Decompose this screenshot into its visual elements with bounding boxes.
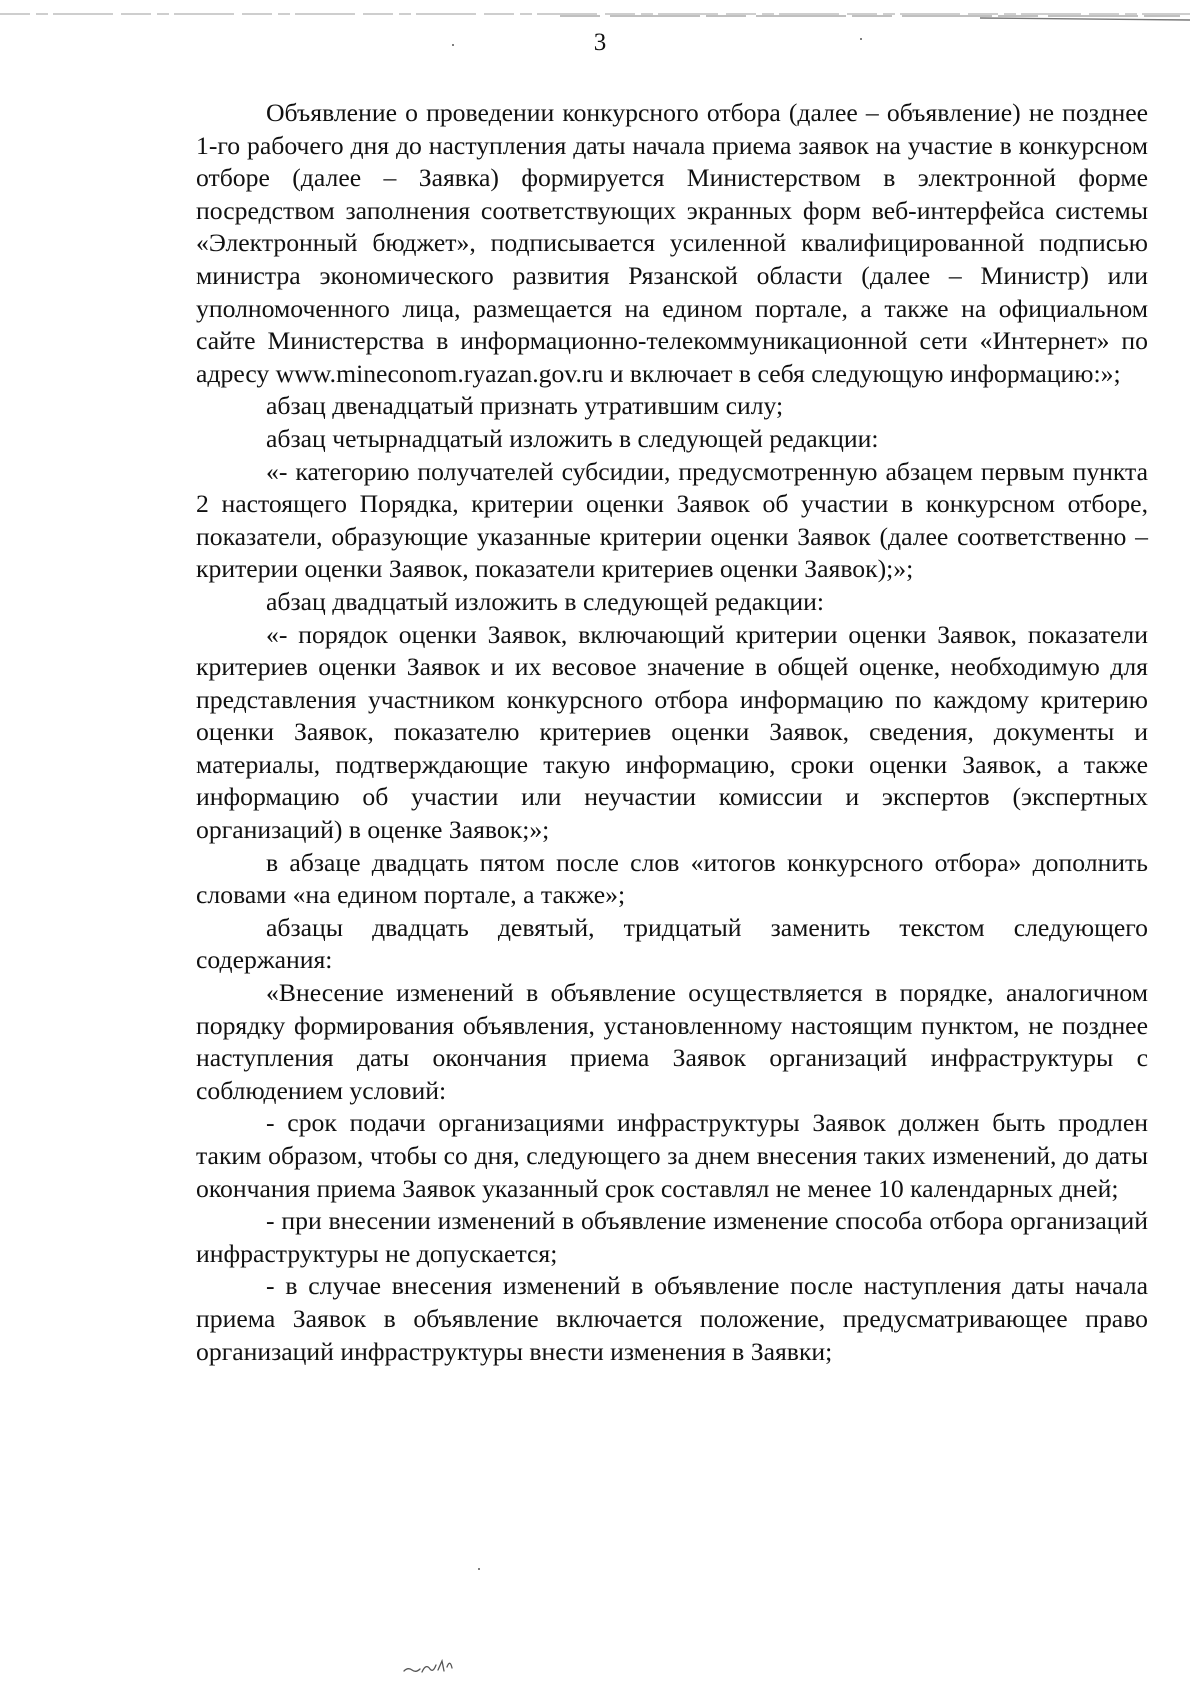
handwritten-mark-icon <box>400 1655 470 1679</box>
scan-top-edge <box>0 8 1200 24</box>
document-body <box>196 97 1148 1368</box>
scan-speck <box>860 38 862 40</box>
paragraph: «Внесение изменений в объявление осуществляется в порядке, аналогичном порядку формирования объявления, установленному настоящим пунктом, не позднее наступления даты окончания приема Заявок организаций инфраструктуры с соблюдением условий: <box>196 978 1148 1105</box>
paragraph: абзац четырнадцатый изложить в следующей редакции: <box>266 423 879 453</box>
page-number: 3 <box>593 29 607 56</box>
paragraph: - в случае внесения изменений в объявление после наступления даты начала приема Заявок в объявление включается положение, предусматривающее право организаций инфраструктуры внести изменения в Заявки; <box>196 1271 1148 1366</box>
paragraph: - срок подачи организациями инфраструктуры Заявок должен быть продлен таким образом, чтобы со дня, следующего за днем внесения таких изменений, до даты окончания приема Заявок указанный срок составлял не менее 10 календарных дней; <box>196 1108 1148 1203</box>
paragraph: - при внесении изменений в объявление изменение способа отбора организаций инфраструктуры не допускается; <box>196 1206 1148 1268</box>
scan-speck <box>478 1568 480 1570</box>
paragraph: Объявление о проведении конкурсного отбора (далее – объявление) не позднее 1-го рабочего дня до наступления даты начала приема заявок на участие в конкурсном отборе (далее – Заявка) формируется Министерством в электронной форме посредством заполнения соответствующих экранных форм веб-интерфейса системы «Электронный бюджет», подписывается усиленной квалифицированной подписью министра экономического развития Рязанской области (далее – Министр) или уполномоченного лица, размещается на едином портале, а также на официальном сайте Министерства в информационно-телекоммуникационной сети «Интернет» по адресу www.mineconom.ryazan.gov.ru и включает в себя следующую информацию:»; <box>196 98 1148 388</box>
paragraph: абзацы двадцать девятый, тридцатый заменить текстом следующего содержания: <box>196 912 1148 975</box>
paragraph: в абзаце двадцать пятом после слов «итогов конкурсного отбора» дополнить словами «на едином портале, а также»; <box>196 847 1148 910</box>
paragraph: «- порядок оценки Заявок, включающий критерии оценки Заявок, показатели критериев оценки Заявок и их весовое значение в общей оценке, необходимую для представления участником конкурсного отбора информацию по каждому критерию оценки Заявок, показателю критериев оценки Заявок, сведения, документы и материалы, подтверждающие такую информацию, сроки оценки Заявок, а также информацию об участии или неучастии комиссии и экспертов (экспертных организаций) в оценке Заявок;»; <box>196 619 1148 845</box>
paragraph: абзац двадцатый изложить в следующей редакции: <box>266 586 824 616</box>
paragraph: абзац двенадцатый признать утратившим силу; <box>266 391 784 421</box>
paragraph: «- категорию получателей субсидии, предусмотренную абзацем первым пункта 2 настоящего Порядка, критерии оценки Заявок об участии в конкурсном отборе, показатели, образующие указанные критерии оценки Заявок (далее соответственно – критерии оценки Заявок, показатели критериев оценки Заявок);»; <box>196 456 1148 584</box>
scan-speck <box>452 44 454 46</box>
